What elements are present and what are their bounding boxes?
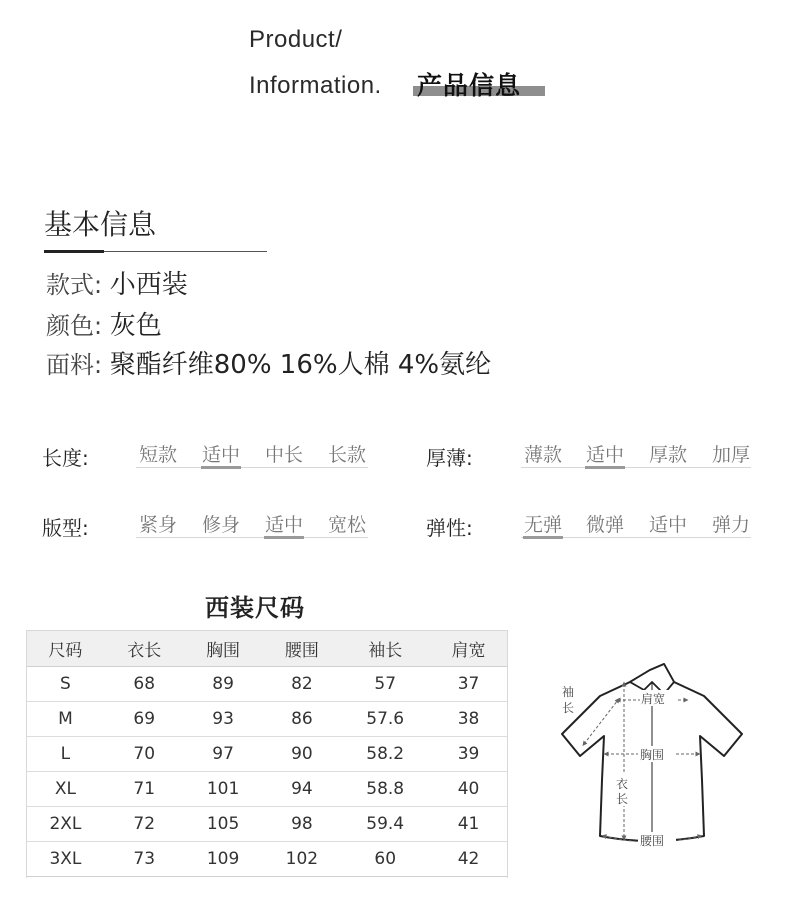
section-underline-accent (44, 250, 104, 253)
header-cn-title-block (411, 64, 545, 98)
table-cell: 58.2 (341, 737, 429, 772)
table-cell: 97 (184, 737, 263, 772)
attr-label-thickness: 厚薄: (426, 446, 473, 470)
table-cell: 72 (105, 807, 184, 842)
table-cell: 89 (184, 667, 263, 702)
diagram-label-sleeve-2: 长 (562, 701, 575, 715)
size-table-header: 肩宽 (429, 631, 508, 667)
size-table-title: 西装尺码 (205, 594, 305, 622)
table-cell: XL (26, 772, 105, 807)
size-table-header: 腰围 (262, 631, 341, 667)
table-cell: 105 (184, 807, 263, 842)
table-cell: 2XL (26, 807, 105, 842)
attr-length-option: 适中 (201, 444, 240, 466)
attr-length-baseline (136, 467, 368, 468)
table-cell: 38 (429, 702, 508, 737)
table-cell: 98 (262, 807, 341, 842)
attr-label-fit: 版型: (42, 516, 89, 540)
attr-elasticity-option: 适中 (648, 514, 687, 536)
attr-thickness-option: 薄款 (523, 444, 562, 466)
header-line-2: Information. (249, 72, 382, 99)
attr-fit-option: 修身 (201, 514, 240, 536)
size-table (26, 630, 508, 877)
table-cell: 39 (429, 737, 508, 772)
attr-fit-baseline (136, 537, 368, 538)
table-cell: 57.6 (341, 702, 429, 737)
attr-label-elasticity: 弹性: (426, 516, 473, 540)
size-table-header: 胸围 (184, 631, 263, 667)
attr-elasticity-option: 无弹 (523, 514, 562, 536)
basic-info-value: 聚酯纤维80% 16%人棉 4%氨纶 (109, 350, 492, 380)
attr-fit-option: 适中 (264, 514, 303, 536)
basic-info-style (46, 264, 188, 301)
diagram-label-length-1: 衣 (616, 777, 629, 791)
table-cell: 82 (262, 667, 341, 702)
basic-info-key: 面料: (46, 351, 103, 379)
table-row (26, 772, 508, 807)
size-table-header: 衣长 (105, 631, 184, 667)
attr-length-selected-marker (201, 466, 241, 469)
basic-info-key: 颜色: (46, 312, 103, 340)
table-cell: 59.4 (341, 807, 429, 842)
basic-info-title: 基本信息 (44, 208, 157, 241)
table-cell: S (26, 667, 105, 702)
table-cell: 41 (429, 807, 508, 842)
diagram-label-sleeve-1: 袖 (562, 685, 575, 699)
table-cell: 58.8 (341, 772, 429, 807)
table-row (26, 842, 508, 877)
attr-fit-option: 宽松 (327, 514, 366, 536)
table-cell: 3XL (26, 842, 105, 877)
table-cell: 68 (105, 667, 184, 702)
basic-info-key: 款式: (46, 271, 103, 299)
attr-length-option: 长款 (327, 444, 366, 466)
attr-label-length: 长度: (42, 446, 89, 470)
basic-info-value: 灰色 (109, 311, 162, 341)
table-cell: 86 (262, 702, 341, 737)
size-table-header: 尺码 (26, 631, 105, 667)
attr-elasticity-option: 弹力 (711, 514, 750, 536)
table-cell: 93 (184, 702, 263, 737)
size-table-header: 袖长 (341, 631, 429, 667)
section-underline (104, 251, 267, 252)
table-cell: 73 (105, 842, 184, 877)
attr-thickness-selected-marker (585, 466, 625, 469)
table-cell: 57 (341, 667, 429, 702)
attr-length-option: 短款 (138, 444, 177, 466)
attr-fit-option: 紧身 (138, 514, 177, 536)
table-row (26, 667, 508, 702)
table-cell: 40 (429, 772, 508, 807)
attr-thickness-baseline (521, 467, 751, 468)
diagram-label-length-2: 长 (616, 792, 629, 806)
table-cell: 102 (262, 842, 341, 877)
attr-length-option: 中长 (264, 444, 303, 466)
table-row (26, 737, 508, 772)
table-cell: 71 (105, 772, 184, 807)
table-cell: 69 (105, 702, 184, 737)
table-row (26, 807, 508, 842)
attr-fit-selected-marker (264, 536, 304, 539)
diagram-label-shoulder: 肩宽 (641, 692, 666, 706)
attr-thickness-option: 厚款 (648, 444, 687, 466)
table-cell: 37 (429, 667, 508, 702)
shirt-measurement-diagram (552, 660, 752, 860)
table-cell: 94 (262, 772, 341, 807)
table-cell: 101 (184, 772, 263, 807)
size-table-header-row (26, 631, 508, 667)
diagram-label-chest: 胸围 (640, 748, 665, 762)
attr-thickness-option: 加厚 (711, 444, 750, 466)
table-cell: M (26, 702, 105, 737)
table-cell: 109 (184, 842, 263, 877)
basic-info-fabric (46, 344, 491, 381)
table-cell: 90 (262, 737, 341, 772)
attr-elasticity-option: 微弹 (585, 514, 624, 536)
table-cell: L (26, 737, 105, 772)
table-cell: 70 (105, 737, 184, 772)
attr-thickness-option: 适中 (585, 444, 624, 466)
basic-info-value: 小西装 (109, 270, 188, 300)
attr-elasticity-selected-marker (523, 536, 563, 539)
table-row (26, 702, 508, 737)
table-cell: 42 (429, 842, 508, 877)
basic-info-color (46, 305, 162, 342)
header-line-1: Product/ (249, 26, 343, 53)
header-cn-title: 产品信息 (417, 71, 522, 100)
diagram-label-waist: 腰围 (640, 834, 665, 848)
table-cell: 60 (341, 842, 429, 877)
